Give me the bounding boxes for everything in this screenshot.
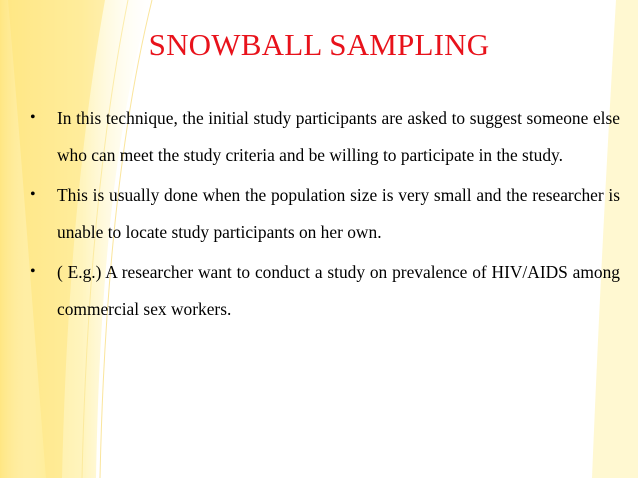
bullet-item — [30, 177, 620, 250]
bullet-marker: • — [30, 263, 36, 280]
bullet-text: This is usually done when the population size is very small and the researcher is unable to locate study participants on her own. — [57, 185, 620, 242]
bullet-marker: • — [30, 186, 36, 203]
bullet-list — [30, 100, 620, 331]
bullet-text: ( E.g.) A researcher want to conduct a study on prevalence of HIV/AIDS among commercial sex workers. — [57, 262, 620, 319]
bullet-text: In this technique, the initial study participants are asked to suggest someone else who can meet the study criteria and be willing to participate in the study. — [57, 108, 620, 165]
slide-title: SNOWBALL SAMPLING — [148, 27, 490, 62]
bullet-item — [30, 254, 620, 327]
bullet-item — [30, 100, 620, 173]
bullet-marker: • — [30, 109, 36, 126]
